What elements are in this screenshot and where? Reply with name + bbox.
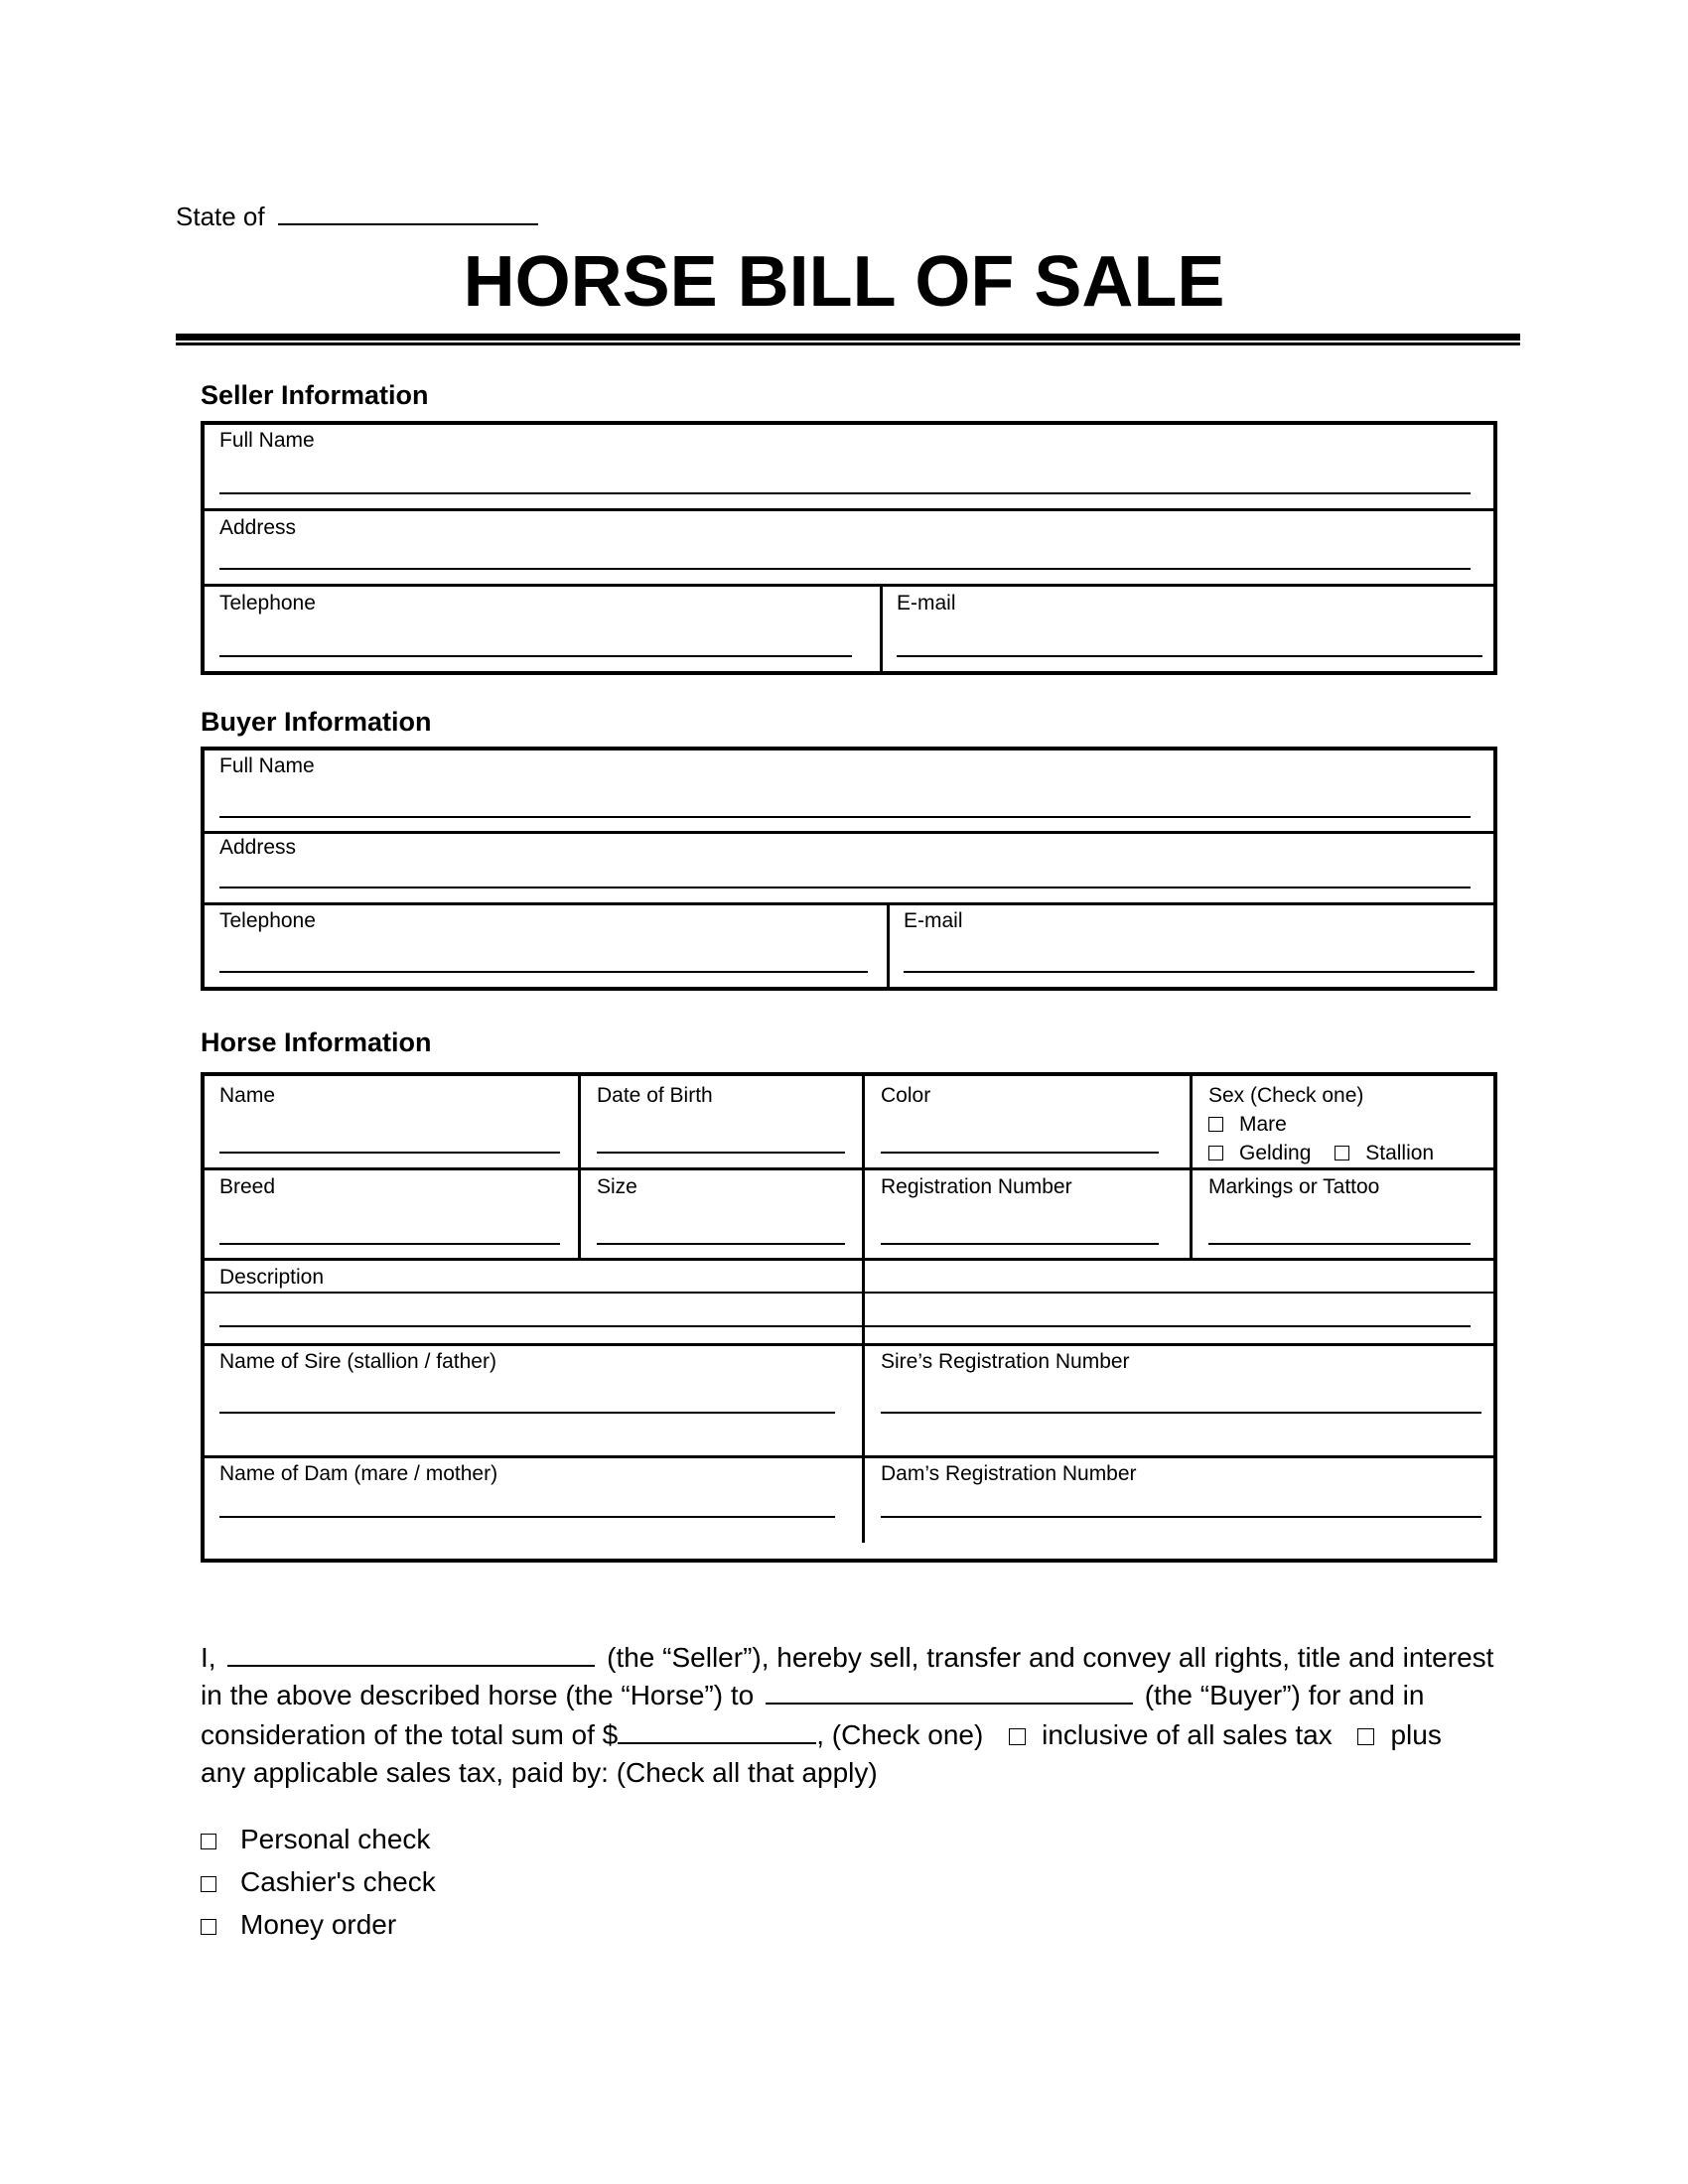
horse-registration-label: Registration Number [881,1175,1072,1198]
sire-registration-label: Sire’s Registration Number [881,1350,1130,1373]
divider [880,584,883,671]
checkbox-icon[interactable] [201,1919,216,1935]
dam-registration-label: Dam’s Registration Number [881,1462,1137,1485]
horse-markings-label: Markings or Tattoo [1208,1175,1380,1198]
seller-box [201,421,1497,675]
dam-name-label: Name of Dam (mare / mother) [219,1462,498,1485]
horse-markings-line[interactable] [1208,1243,1471,1245]
buyer-address-label: Address [219,836,297,859]
statement-line-4: any applicable sales tax, paid by: (Check all that apply) [201,1757,878,1788]
divider [205,1167,1493,1170]
sex-option-row [1208,1142,1434,1165]
sex-option-mare[interactable] [1208,1113,1287,1137]
statement-text: (the “Seller”), hereby sell, transfer and convey all rights, title and interest [607,1642,1494,1673]
option-label: Money order [240,1909,397,1940]
horse-breed-line[interactable] [219,1243,560,1245]
horse-description-line[interactable] [219,1325,1471,1327]
horse-color-label: Color [881,1084,931,1107]
checkbox-icon[interactable] [201,1834,216,1849]
sire-name-label: Name of Sire (stallion / father) [219,1350,496,1373]
divider [887,902,890,987]
sale-statement [201,1639,1511,1792]
buyer-telephone-line[interactable] [219,971,868,973]
divider [205,584,1493,587]
title-rule-thin [176,342,1520,345]
seller-heading: Seller Information [201,380,429,410]
statement-line-2 [201,1677,1511,1714]
total-sum-blank[interactable] [618,1720,816,1744]
statement-text: inclusive of all sales tax [1042,1719,1333,1750]
horse-box [201,1072,1497,1563]
state-field [176,202,538,232]
document-title: HORSE BILL OF SALE [463,242,1225,322]
sire-registration-line[interactable] [881,1412,1481,1414]
checkbox-icon[interactable] [1357,1728,1374,1745]
sire-name-line[interactable] [219,1412,835,1414]
seller-name-blank[interactable] [227,1643,595,1667]
checkbox-icon[interactable] [1009,1728,1026,1745]
horse-heading: Horse Information [201,1027,432,1057]
horse-registration-line[interactable] [881,1243,1159,1245]
divider [205,1258,1493,1261]
divider [205,1292,1493,1294]
buyer-name-blank[interactable] [766,1681,1133,1705]
statement-line-3 [201,1716,1511,1754]
horse-size-label: Size [597,1175,637,1198]
statement-line-1 [201,1639,1511,1677]
buyer-full-name-label: Full Name [219,754,315,777]
state-input-line[interactable] [278,202,538,225]
checkbox-icon[interactable] [201,1876,216,1892]
dam-name-line[interactable] [219,1516,835,1518]
seller-address-label: Address [219,516,297,539]
buyer-telephone-label: Telephone [219,909,316,932]
payment-option-personal-check[interactable] [201,1824,430,1855]
divider [205,902,1493,905]
statement-text: consideration of the total sum of $ [201,1719,619,1750]
seller-address-line[interactable] [219,568,1471,570]
seller-telephone-label: Telephone [219,592,316,614]
payment-option-cashiers-check[interactable] [201,1866,436,1898]
state-label: State of [176,202,265,231]
divider [205,1455,1493,1458]
divider [205,831,1493,834]
horse-name-line[interactable] [219,1152,560,1154]
seller-full-name-label: Full Name [219,429,315,452]
option-label: Cashier's check [240,1866,436,1897]
statement-text: , (Check one) [816,1719,984,1750]
statement-text: (the “Buyer”) for and in [1144,1680,1425,1710]
buyer-box [201,747,1497,991]
seller-telephone-line[interactable] [219,655,852,657]
horse-size-line[interactable] [597,1243,845,1245]
seller-email-label: E-mail [897,592,956,614]
checkbox-icon[interactable] [1208,1146,1223,1160]
horse-name-label: Name [219,1084,276,1107]
title-rule-thick [176,334,1520,341]
divider [205,1343,1493,1346]
horse-dob-label: Date of Birth [597,1084,713,1107]
horse-dob-line[interactable] [597,1152,845,1154]
horse-color-line[interactable] [881,1152,1159,1154]
seller-full-name-line[interactable] [219,492,1471,494]
dam-registration-line[interactable] [881,1516,1481,1518]
buyer-full-name-line[interactable] [219,816,1471,818]
option-label: Stallion [1365,1142,1435,1164]
buyer-email-label: E-mail [904,909,963,932]
buyer-heading: Buyer Information [201,707,432,737]
checkbox-icon[interactable] [1208,1117,1223,1132]
horse-description-label: Description [219,1266,325,1289]
buyer-email-line[interactable] [904,971,1475,973]
checkbox-icon[interactable] [1335,1146,1349,1160]
option-label: Gelding [1239,1142,1312,1164]
divider [205,508,1493,511]
horse-sex-label: Sex (Check one) [1208,1084,1364,1107]
statement-text: I, [201,1642,216,1673]
option-label: Mare [1239,1113,1287,1136]
buyer-address-line[interactable] [219,887,1471,888]
divider [862,1076,865,1543]
statement-text: in the above described horse (the “Horse”) to [201,1680,755,1710]
payment-option-money-order[interactable] [201,1909,396,1941]
option-label: Personal check [240,1824,431,1854]
statement-text: plus [1390,1719,1442,1750]
seller-email-line[interactable] [897,655,1482,657]
horse-breed-label: Breed [219,1175,276,1198]
